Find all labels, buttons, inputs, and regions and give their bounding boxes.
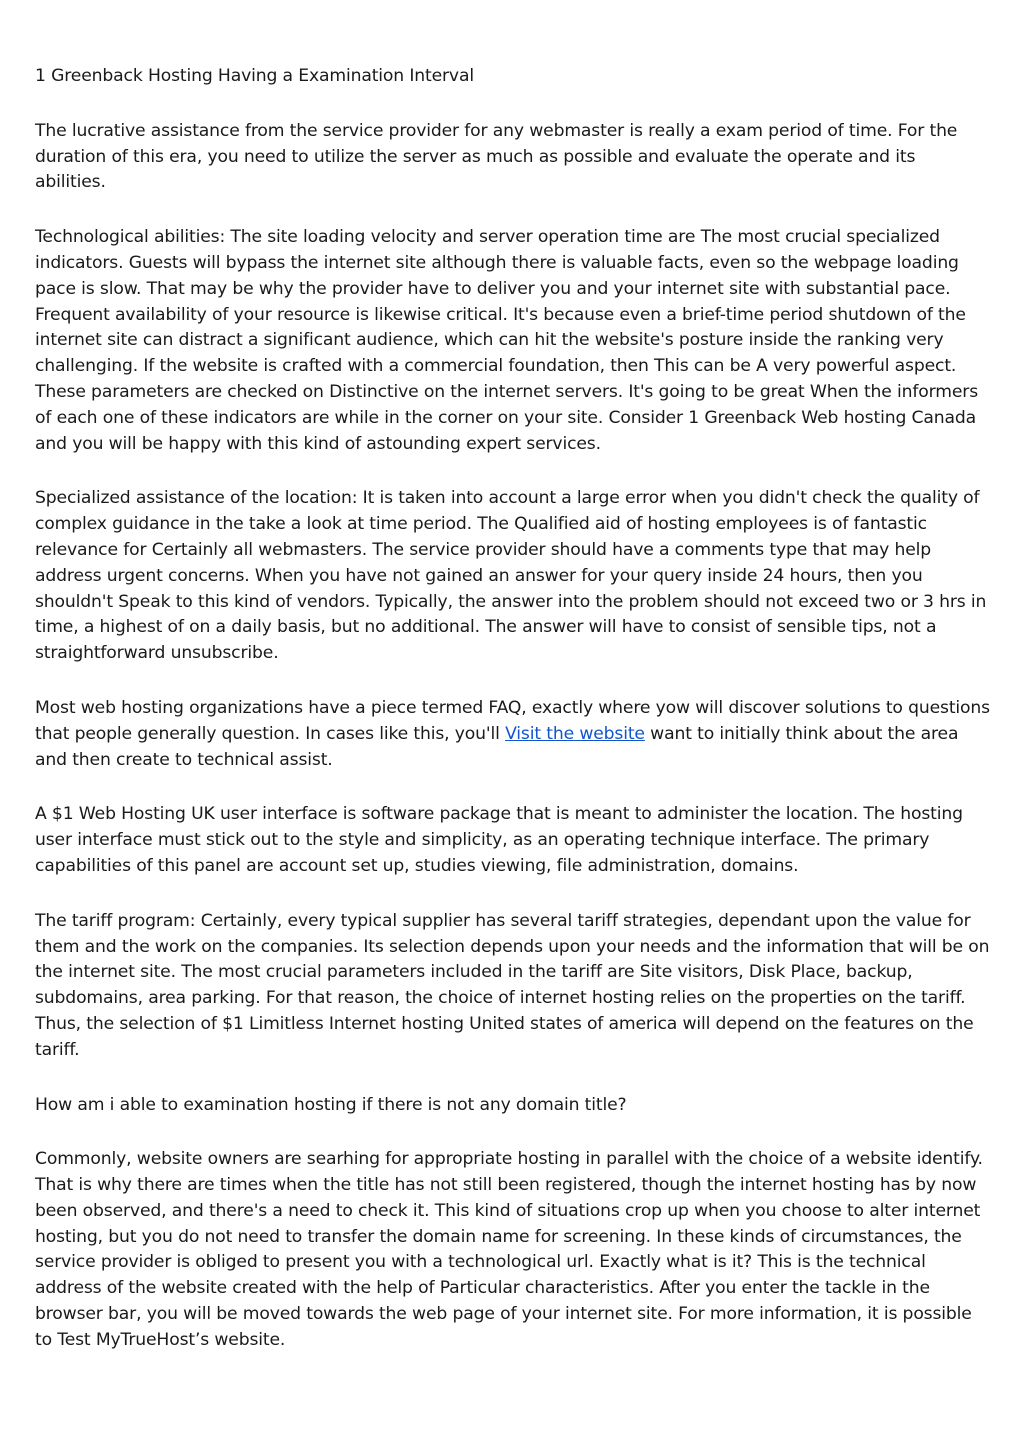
paragraph-tariff: The tariff program: Certainly, every typical supplier has several tariff strategies, dependant upon the value for them and the work on the companies. Its selection depends upon your needs and the information that will be on the internet site. The most crucial parameters included in the tariff are Site visitors, Disk Place, backup, subdomains, area parking. For that reason, the choice of internet hosting relies on the properties on the tariff. Thus, the selection of $1 Limitless Internet hosting United states of america will depend on the features on the tariff. — [35, 910, 990, 1060]
paragraph-support: Specialized assistance of the location: It is taken into account a large error when you didn't check the quality of complex guidance in the take a look at time period. The Qualified aid of hosting employees is of fantastic relevance for Certainly all webmasters. The service provider should have a comments type that may help address urgent concerns. When you have not gained an answer for your query inside 24 hours, then you shouldn't Speak to this kind of vendors. Typically, the answer into the problem should not exceed two or 3 hrs in time, a highest of on a daily basis, but no additional. The answer will have to consist of sensible tips, not a straightforward unsubscribe. — [35, 488, 987, 664]
paragraph-faq — [35, 696, 991, 773]
paragraph-question-heading: How am i able to examination hosting if there is not any domain title? — [35, 1094, 627, 1115]
document-title: 1 Greenback Hosting Having a Examination Interval — [35, 66, 474, 86]
paragraph-control-panel: A $1 Web Hosting UK user interface is software package that is meant to administer the location. The hosting user interface must stick out to the style and simplicity, as an operating technique interface. The primary capabilities of this panel are account set up, studies viewing, file administration, domains. — [35, 804, 963, 876]
visit-website-link[interactable]: Visit the website — [505, 723, 645, 744]
paragraph-technical-url: Commonly, website owners are searhing for appropriate hosting in parallel with the choice of a website identify. That is why there are times when the title has not still been registered, though the internet hosting has by now been observed, and there's a need to check it. This kind of situations crop up when you choose to alter internet hosting, but you do not need to transfer the domain name for screening. In these kinds of circumstances, the service provider is obliged to present you with a technological url. Exactly what is it? This is the technical address of the website created with the help of Particular characteristics. After you enter the tackle in the browser bar, you will be moved towards the web page of your internet site. For more information, it is possible to Test MyTrueHost’s website. — [35, 1149, 983, 1350]
faq-text-after-link: want to initially think about the area and then create to technical assist. — [35, 723, 959, 770]
paragraph-technical-abilities: Technological abilities: The site loading velocity and server operation time are The most crucial specialized indicators. Guests will bypass the internet site although there is valuable facts, even so the webpage loading pace is slow. That may be why the provider have to deliver you and your internet site with substantial pace. Frequent availability of your resource is likewise critical. It's because even a brief-time period shutdown of the internet site can distract a significant audience, which can hit the website's posture inside the ranking very challenging. If the website is crafted with a commercial foundation, then This can be A very powerful aspect. These parameters are checked on Distinctive on the internet servers. It's going to be great When the informers of each one of these indicators are while in the corner on your site. Consider 1 Greenback Web hosting Canada and you will be happy with this kind of astounding expert services. — [35, 227, 979, 454]
document-body — [35, 64, 991, 1383]
faq-text-before-link: Most web hosting organizations have a piece termed FAQ, exactly where yow will discover solutions to questions that people generally question. In cases like this, you'll — [35, 697, 990, 744]
paragraph-test-period: The lucrative assistance from the service provider for any webmaster is really a exam period of time. For the duration of this era, you need to utilize the server as much as possible and evaluate the operate and its abilities. — [35, 120, 958, 193]
